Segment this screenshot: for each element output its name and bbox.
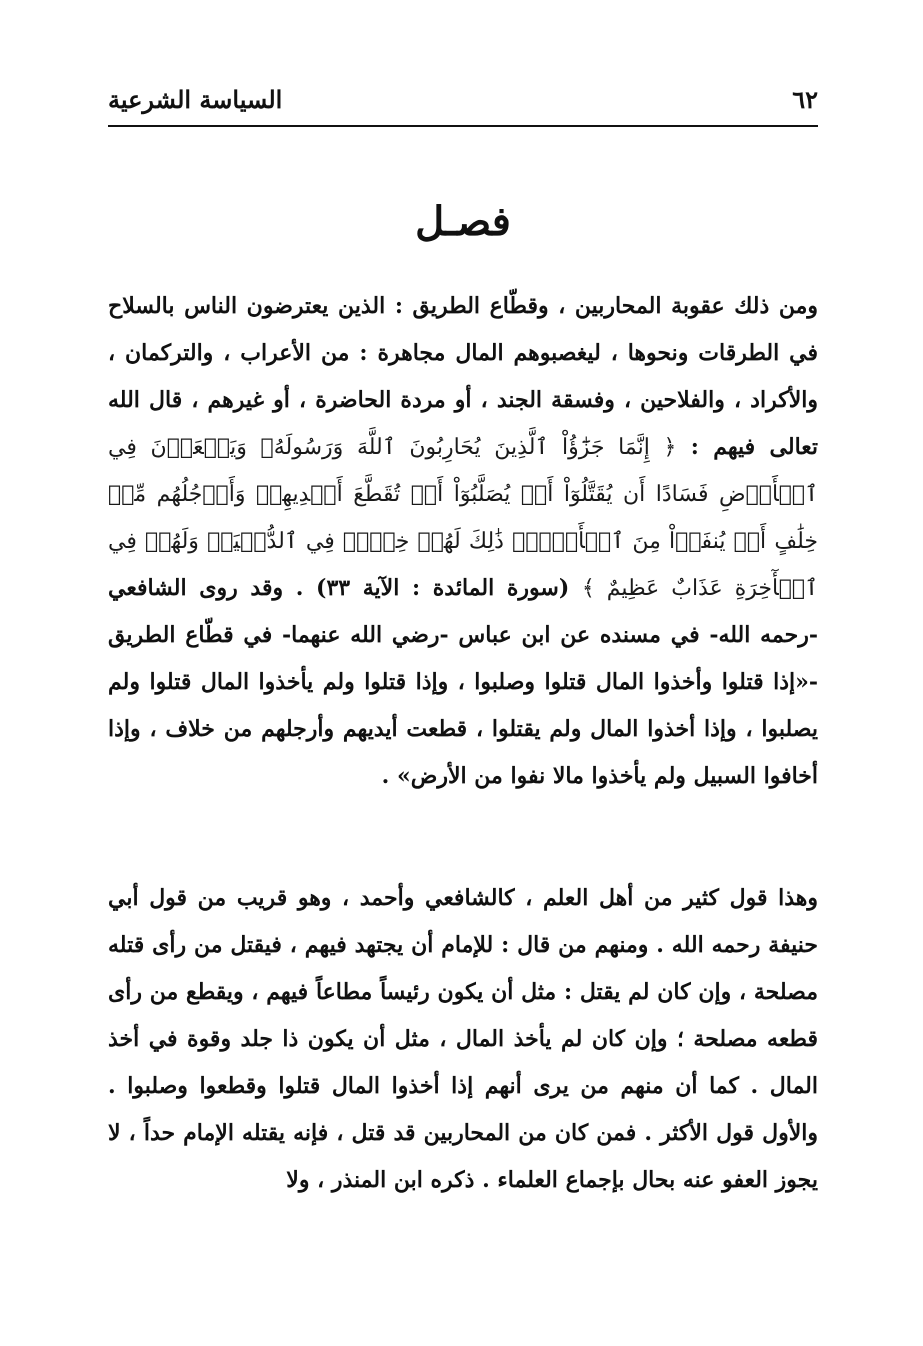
paragraph-2 <box>108 875 818 1204</box>
section-title: فصـل <box>415 198 511 245</box>
page-number: ٦٢ <box>792 84 818 114</box>
running-header <box>108 78 818 120</box>
paragraph-1 <box>108 283 818 800</box>
paragraph-1-intro: ومن ذلك عقوبة المحاربين ، وقطّاع الطريق : الذين يعترضون الناس بالسلاح في الطرقات ونحوها ، ليغصبوهم المال مجاهرة : من الأعراب ، والتركمان ، والأكراد ، والفلاحين ، وفسقة الجند ، أو مردة الحاضرة ، أو غيرهم ، قال الله تعالى فيهم : <box>108 293 819 460</box>
paragraph-1-continuation: (سورة المائدة : الآية ٣٣) . وقد روى الشافعي -رحمه الله- في مسنده عن ابن عباس -رضي الله عنهما- في قطّاع الطريق -«إذا قتلوا وأخذوا المال قتلوا وصلبوا ، وإذا قتلوا ولم يأخذوا المال قتلوا ولم يصلبوا ، وإذا أخذوا المال ولم يقتلوا ، قطعت أيديهم وأرجلهم من خلاف ، وإذا أخافوا السبيل ولم يأخذوا مالا نفوا من الأرض» . <box>108 575 818 789</box>
book-title: السياسة الشرعية <box>108 84 283 114</box>
quran-verse: ﴿ إِنَّمَا جَزَٰٓؤُاْ ٱلَّذِينَ يُحَارِبُونَ ٱللَّهَ وَرَسُولَهُۥ وَيَسۡعَوۡنَ فِي ٱلۡأَرۡضِ فَسَادًا أَن يُقَتَّلُوٓاْ أَوۡ يُصَلَّبُوٓاْ أَوۡ تُقَطَّعَ أَيۡدِيهِمۡ وَأَرۡجُلُهُم مِّنۡ خِلَٰفٍ أَوۡ يُنفَوۡاْ مِنَ ٱلۡأَرۡضِۚ ذَٰلِكَ لَهُمۡ خِزۡيٞ فِي ٱلدُّنۡيَاۖ وَلَهُمۡ فِي ٱلۡأٓخِرَةِ عَذَابٌ عَظِيمٌ ﴾ <box>108 435 818 601</box>
header-divider <box>108 125 818 127</box>
paragraph-2-text: وهذا قول كثير من أهل العلم ، كالشافعي وأحمد ، وهو قريب من قول أبي حنيفة رحمه الله . ومنهم من قال : للإمام أن يجتهد فيهم ، فيقتل من رأى قتله مصلحة ، وإن كان لم يقتل : مثل أن يكون رئيساً مطاعاً فيهم ، ويقطع من رأى قطعه مصلحة ؛ وإن كان لم يأخذ المال ، مثل أن يكون ذا جلد وقوة في أخذ المال . كما أن منهم من يرى أنهم إذا أخذوا المال قتلوا وقطعوا وصلبوا . والأول قول الأكثر . فمن كان من المحاربين قد قتل ، فإنه يقتله الإمام حداً ، لا يجوز العفو عنه بحال بإجماع العلماء . ذكره ابن المنذر ، ولا <box>108 885 818 1193</box>
